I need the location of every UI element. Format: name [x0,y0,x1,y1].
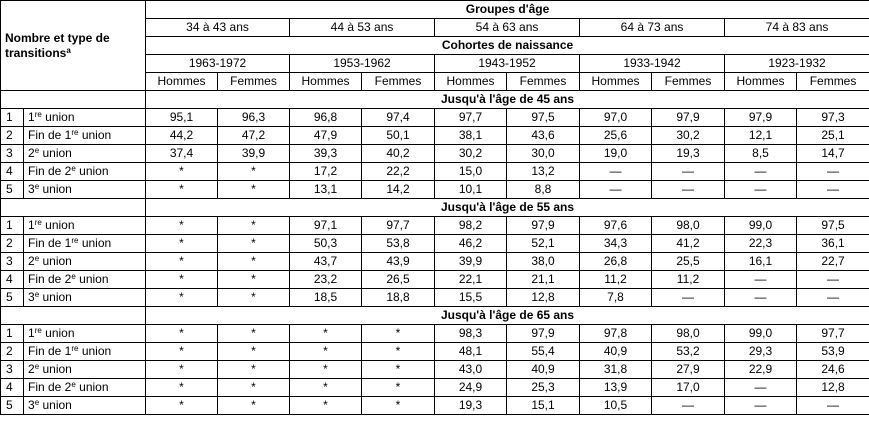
cohort-header: 1963-1972 [146,55,290,73]
age-group-title: Groupes d'âge [146,1,869,19]
sex-header-men: Hommes [725,73,797,91]
value-cell: * [146,343,218,361]
value-cell: 25,6 [580,127,652,145]
row-number: 5 [1,289,24,307]
value-cell: 11,2 [580,271,652,289]
row-number: 1 [1,109,24,127]
value-cell: 7,8 [580,289,652,307]
value-cell: 25,3 [507,379,580,397]
value-cell: 19,0 [580,145,652,163]
row-label-text: Fin de 1 [28,344,72,358]
row-label-suffix: union [78,236,112,250]
value-cell: — [725,379,797,397]
section-header-row [1,91,869,109]
row-label-text: Fin de 2 [28,272,72,286]
value-cell: 98,2 [435,217,507,235]
table-row [1,271,869,289]
value-cell: 40,9 [507,361,580,379]
table-row [1,253,869,271]
value-cell: 40,2 [362,145,435,163]
row-label-suffix: union [39,254,72,268]
value-cell: — [652,289,725,307]
value-cell: 36,1 [797,235,869,253]
value-cell: 26,5 [362,271,435,289]
row-label-superscript: e [71,272,76,281]
age-group-header: 44 à 53 ans [290,19,435,37]
value-cell: 99,0 [725,217,797,235]
sex-header-women: Femmes [652,73,725,91]
table-row [1,235,869,253]
value-cell: 38,1 [435,127,507,145]
value-cell: 98,0 [652,325,725,343]
value-cell: — [797,289,869,307]
sex-header-women: Femmes [797,73,869,91]
value-cell: 53,9 [797,343,869,361]
value-cell: 39,9 [435,253,507,271]
value-cell: * [146,181,218,199]
value-cell: 30,0 [507,145,580,163]
value-cell: 24,6 [797,361,869,379]
row-label-suffix: union [75,380,109,394]
value-cell: 13,2 [507,163,580,181]
row-label-suffix: union [75,164,109,178]
row-label-text: 2 [28,254,35,268]
row-label [24,181,146,199]
row-label-suffix: union [41,218,75,232]
row-label-suffix: union [78,128,112,142]
row-number: 4 [1,271,24,289]
cohort-header: 1943-1952 [435,55,580,73]
value-cell: 30,2 [652,127,725,145]
value-cell: 43,7 [290,253,362,271]
row-label [24,289,146,307]
value-cell: 8,8 [507,181,580,199]
age-group-header: 34 à 43 ans [146,19,290,37]
value-cell: 8,5 [725,145,797,163]
value-cell: 97,5 [507,109,580,127]
sex-header-men: Hommes [435,73,507,91]
section-header-row [1,307,869,325]
row-number: 3 [1,145,24,163]
row-label [24,397,146,415]
value-cell: * [218,361,290,379]
value-cell: * [146,379,218,397]
value-cell: — [725,163,797,181]
row-label-suffix: union [39,290,72,304]
value-cell: * [218,181,290,199]
row-label-superscript: e [34,182,40,191]
value-cell: 12,1 [725,127,797,145]
value-cell: 31,8 [580,361,652,379]
age-group-header: 54 à 63 ans [435,19,580,37]
value-cell: 41,2 [652,235,725,253]
value-cell: 53,2 [652,343,725,361]
value-cell: 22,3 [725,235,797,253]
value-cell: * [218,163,290,181]
row-label-superscript: e [34,398,40,407]
table-row [1,379,869,397]
row-label-superscript: re [34,326,42,335]
value-cell: — [652,397,725,415]
value-cell: 17,2 [290,163,362,181]
value-cell: 97,8 [580,325,652,343]
age-group-header: 74 à 83 ans [725,19,869,37]
value-cell: 19,3 [435,397,507,415]
table-row [1,109,869,127]
value-cell: * [146,289,218,307]
value-cell: 55,4 [507,343,580,361]
value-cell: 29,3 [725,343,797,361]
table-row [1,343,869,361]
row-number: 1 [1,325,24,343]
value-cell: 15,5 [435,289,507,307]
value-cell: 25,5 [652,253,725,271]
value-cell: * [146,217,218,235]
row-label-suffix: union [41,326,75,340]
value-cell: 97,9 [725,109,797,127]
value-cell: * [218,397,290,415]
value-cell: — [797,271,869,289]
value-cell: 53,8 [362,235,435,253]
value-cell: 97,9 [652,109,725,127]
row-label [24,325,146,343]
row-number: 1 [1,217,24,235]
value-cell: * [362,343,435,361]
value-cell: — [725,271,797,289]
row-label [24,271,146,289]
value-cell: 97,7 [797,325,869,343]
value-cell: 52,1 [507,235,580,253]
row-label-superscript: e [34,362,40,371]
value-cell: 18,8 [362,289,435,307]
value-cell: 40,9 [580,343,652,361]
value-cell: 11,2 [652,271,725,289]
value-cell: 38,0 [507,253,580,271]
row-number: 2 [1,127,24,145]
value-cell: * [218,235,290,253]
stub-header [1,1,146,91]
value-cell: 37,4 [146,145,218,163]
row-label-superscript: re [71,344,79,353]
value-cell: * [146,361,218,379]
value-cell: 43,0 [435,361,507,379]
value-cell: 43,6 [507,127,580,145]
value-cell: * [146,253,218,271]
row-label [24,217,146,235]
value-cell: 26,8 [580,253,652,271]
value-cell: 22,1 [435,271,507,289]
table-row [1,163,869,181]
row-label-suffix: union [39,182,72,196]
value-cell: 98,3 [435,325,507,343]
value-cell: 96,8 [290,109,362,127]
value-cell: * [362,379,435,397]
value-cell: * [218,325,290,343]
value-cell: 19,3 [652,145,725,163]
table-row [1,145,869,163]
value-cell: * [146,271,218,289]
sex-header-men: Hommes [146,73,218,91]
value-cell: 10,5 [580,397,652,415]
value-cell: — [725,397,797,415]
value-cell: 50,3 [290,235,362,253]
row-label-text: Fin de 1 [28,128,72,142]
cohort-header: 1933-1942 [580,55,725,73]
value-cell: 15,1 [507,397,580,415]
row-number: 2 [1,343,24,361]
value-cell: — [652,181,725,199]
value-cell: * [290,343,362,361]
value-cell: 22,7 [797,253,869,271]
value-cell: 97,0 [580,109,652,127]
value-cell: * [362,397,435,415]
value-cell: 97,9 [507,325,580,343]
value-cell: 97,6 [580,217,652,235]
value-cell: * [218,379,290,397]
value-cell: * [290,361,362,379]
value-cell: * [218,271,290,289]
sex-header-women: Femmes [218,73,290,91]
row-label-text: Fin de 2 [28,380,72,394]
age-group-header: 64 à 73 ans [580,19,725,37]
row-number: 3 [1,361,24,379]
section-header-blank [1,307,146,325]
value-cell: 46,2 [435,235,507,253]
table-row [1,325,869,343]
value-cell: 16,1 [725,253,797,271]
row-label [24,361,146,379]
row-label [24,253,146,271]
value-cell: 25,1 [797,127,869,145]
row-label-superscript: e [71,380,76,389]
row-label-superscript: e [34,290,40,299]
sex-header-men: Hommes [290,73,362,91]
value-cell: 21,1 [507,271,580,289]
value-cell: * [218,289,290,307]
table-row [1,361,869,379]
value-cell: 99,0 [725,325,797,343]
table-row [1,217,869,235]
row-label-text: 2 [28,146,35,160]
cohort-header: 1953-1962 [290,55,435,73]
value-cell: 97,4 [362,109,435,127]
value-cell: 22,9 [725,361,797,379]
row-label [24,109,146,127]
sex-header-women: Femmes [362,73,435,91]
value-cell: 27,9 [652,361,725,379]
row-label-suffix: union [39,362,72,376]
value-cell: 97,1 [290,217,362,235]
row-label [24,163,146,181]
value-cell: — [725,289,797,307]
row-number: 5 [1,397,24,415]
value-cell: 97,7 [435,109,507,127]
value-cell: * [146,235,218,253]
value-cell: 47,9 [290,127,362,145]
value-cell: 95,1 [146,109,218,127]
value-cell: 96,3 [218,109,290,127]
value-cell: * [218,253,290,271]
value-cell: 97,5 [797,217,869,235]
value-cell: * [290,325,362,343]
value-cell: * [290,397,362,415]
sex-header-women: Femmes [507,73,580,91]
value-cell: 97,3 [797,109,869,127]
row-label-text: Fin de 1 [28,236,72,250]
value-cell: * [218,343,290,361]
section-header-blank [1,91,146,109]
row-label-superscript: re [34,110,42,119]
row-label-suffix: union [39,146,72,160]
value-cell: * [146,163,218,181]
value-cell: 22,2 [362,163,435,181]
row-label-superscript: re [34,218,42,227]
value-cell: — [580,181,652,199]
row-number: 2 [1,235,24,253]
value-cell: — [797,163,869,181]
row-number: 5 [1,181,24,199]
stub-footnote-marker: a [66,45,71,55]
value-cell: 23,2 [290,271,362,289]
row-label-text: Fin de 2 [28,164,72,178]
row-label-text: 3 [28,182,35,196]
value-cell: 12,8 [507,289,580,307]
row-label [24,379,146,397]
row-label-text: 1 [28,218,35,232]
value-cell: 15,0 [435,163,507,181]
row-label-superscript: e [34,146,40,155]
value-cell: — [652,163,725,181]
section-title: Jusqu'à l'âge de 65 ans [146,307,869,325]
value-cell: * [290,379,362,397]
value-cell: — [725,181,797,199]
row-label-suffix: union [78,344,112,358]
value-cell: 24,9 [435,379,507,397]
row-number: 4 [1,379,24,397]
value-cell: 39,9 [218,145,290,163]
value-cell: * [218,217,290,235]
value-cell: 14,7 [797,145,869,163]
value-cell: * [146,325,218,343]
row-label [24,145,146,163]
cohort-title: Cohortes de naissance [146,37,869,55]
value-cell: 39,3 [290,145,362,163]
row-label [24,343,146,361]
section-header-blank [1,199,146,217]
row-label-text: 2 [28,362,35,376]
row-label-text: 1 [28,326,35,340]
value-cell: — [797,397,869,415]
value-cell: 12,8 [797,379,869,397]
table-row [1,289,869,307]
value-cell: — [797,181,869,199]
value-cell: 44,2 [146,127,218,145]
stub-label: Nombre et type de transitions [5,30,110,60]
row-label-text: 3 [28,290,35,304]
row-label-superscript: e [71,164,76,173]
section-title: Jusqu'à l'âge de 45 ans [146,91,869,109]
table-row [1,127,869,145]
table-row [1,397,869,415]
value-cell: 98,0 [652,217,725,235]
row-label-suffix: union [41,110,75,124]
value-cell: * [362,325,435,343]
value-cell: * [146,397,218,415]
value-cell: 97,9 [507,217,580,235]
row-label-superscript: e [34,254,40,263]
row-label-text: 3 [28,398,35,412]
row-number: 4 [1,163,24,181]
value-cell: * [362,361,435,379]
value-cell: 48,1 [435,343,507,361]
row-label-suffix: union [39,398,72,412]
value-cell: 13,9 [580,379,652,397]
sex-header-men: Hommes [580,73,652,91]
value-cell: — [580,163,652,181]
row-label-superscript: re [71,236,79,245]
table-row [1,181,869,199]
value-cell: 30,2 [435,145,507,163]
value-cell: 13,1 [290,181,362,199]
value-cell: 14,2 [362,181,435,199]
row-label-suffix: union [75,272,109,286]
cohort-header: 1923-1932 [725,55,869,73]
value-cell: 97,7 [362,217,435,235]
row-label-superscript: re [71,128,79,137]
section-title: Jusqu'à l'âge de 55 ans [146,199,869,217]
row-label [24,127,146,145]
row-label [24,235,146,253]
row-number: 3 [1,253,24,271]
value-cell: 34,3 [580,235,652,253]
row-label-text: 1 [28,110,35,124]
value-cell: 47,2 [218,127,290,145]
value-cell: 17,0 [652,379,725,397]
value-cell: 18,5 [290,289,362,307]
section-header-row [1,199,869,217]
value-cell: 43,9 [362,253,435,271]
value-cell: 10,1 [435,181,507,199]
value-cell: 50,1 [362,127,435,145]
